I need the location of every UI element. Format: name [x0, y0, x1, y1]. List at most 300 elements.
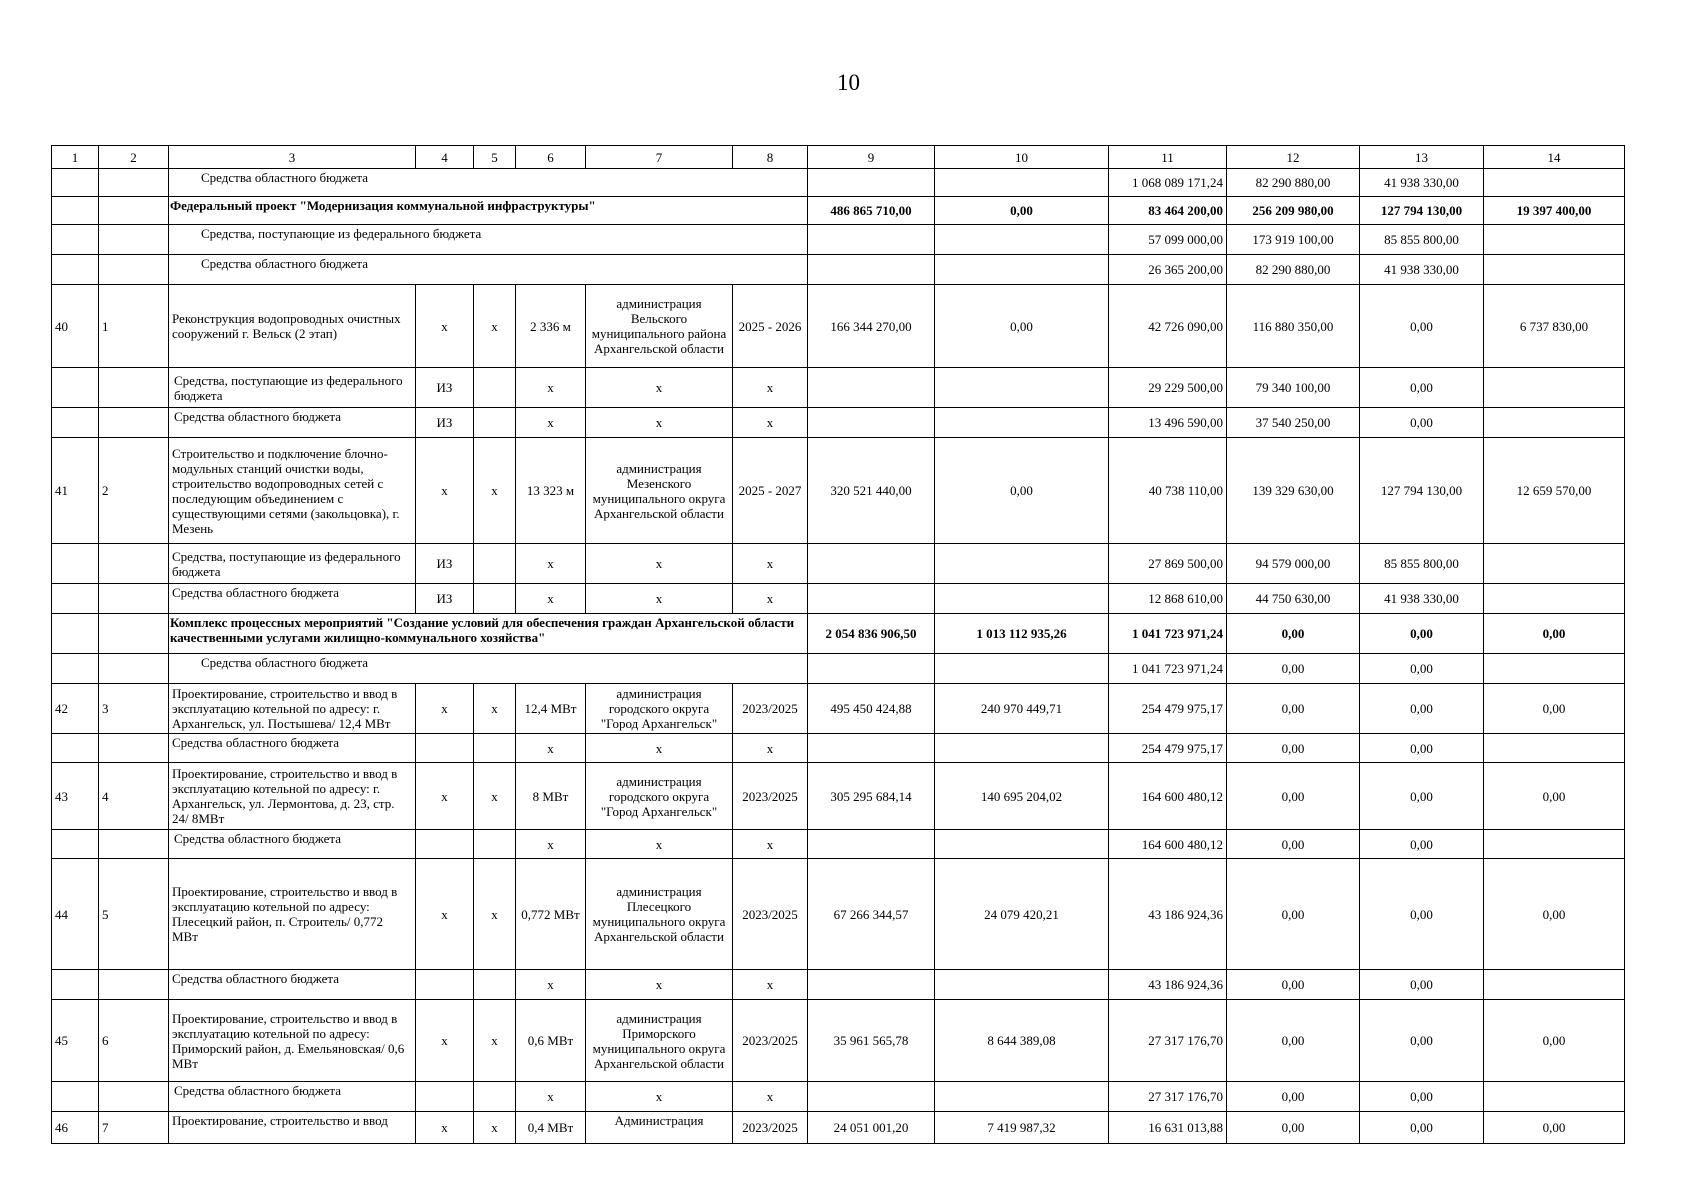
cell — [99, 225, 169, 255]
amount-col13: 85 855 800,00 — [1360, 544, 1484, 584]
amount-col13: 41 938 330,00 — [1360, 255, 1484, 285]
amount-col13: 0,00 — [1360, 614, 1484, 654]
cell: х — [733, 830, 808, 859]
amount-col12: 0,00 — [1227, 830, 1360, 859]
cell — [1484, 734, 1625, 763]
amount-col13: 0,00 — [1360, 654, 1484, 684]
responsible: администрация городского округа "Город Архангельск" — [586, 763, 733, 830]
amount-col12: 0,00 — [1227, 970, 1360, 1000]
cell — [52, 654, 99, 684]
header-cell: 14 — [1484, 146, 1625, 169]
cell: х — [474, 859, 516, 970]
funding-label: Средства областного бюджета — [169, 970, 416, 1000]
capacity: 2 336 м — [516, 285, 586, 368]
header-cell: 11 — [1109, 146, 1227, 169]
project-name: Проектирование, строительство и ввод в эксплуатацию котельной по адресу: Плесецкий район, п. Строитель/ 0,772 МВт — [169, 859, 416, 970]
header-cell: 5 — [474, 146, 516, 169]
amount-col12: 0,00 — [1227, 734, 1360, 763]
amount-col11: 43 186 924,36 — [1109, 970, 1227, 1000]
funding-label: Средства областного бюджета — [169, 734, 416, 763]
funding-row — [52, 654, 1625, 684]
amount-col13: 0,00 — [1360, 1082, 1484, 1112]
cell: х — [416, 438, 474, 544]
cell — [52, 1082, 99, 1112]
header-cell: 2 — [99, 146, 169, 169]
funding-row — [52, 544, 1625, 584]
cell: х — [516, 830, 586, 859]
cell — [935, 225, 1109, 255]
cell: х — [733, 1082, 808, 1112]
table-row — [52, 1112, 1625, 1144]
amount-col12: 44 750 630,00 — [1227, 584, 1360, 614]
cell — [1484, 408, 1625, 438]
cell — [52, 368, 99, 408]
funding-row — [52, 970, 1625, 1000]
amount-col12: 0,00 — [1227, 859, 1360, 970]
table-row — [52, 438, 1625, 544]
header-cell: 1 — [52, 146, 99, 169]
amount-col13: 127 794 130,00 — [1360, 438, 1484, 544]
amount-col11: 1 041 723 971,24 — [1109, 614, 1227, 654]
cell — [1484, 584, 1625, 614]
amount-col13: 0,00 — [1360, 368, 1484, 408]
amount-col11: 27 317 176,70 — [1109, 1000, 1227, 1082]
cell: х — [733, 368, 808, 408]
cell: ИЗ — [416, 408, 474, 438]
cell: х — [474, 1112, 516, 1144]
sub-number: 1 — [99, 285, 169, 368]
amount-col13: 127 794 130,00 — [1360, 197, 1484, 225]
capacity: 8 МВт — [516, 763, 586, 830]
cell — [52, 830, 99, 859]
capacity: 13 323 м — [516, 438, 586, 544]
amount-col13: 41 938 330,00 — [1360, 584, 1484, 614]
cell: х — [516, 1082, 586, 1112]
cell — [935, 584, 1109, 614]
cell — [1484, 544, 1625, 584]
responsible: администрация городского округа "Город Архангельск" — [586, 684, 733, 734]
amount-col12: 82 290 880,00 — [1227, 255, 1360, 285]
cell: х — [516, 970, 586, 1000]
cell — [416, 830, 474, 859]
cell — [1484, 830, 1625, 859]
cell: х — [733, 584, 808, 614]
federal-project-row — [52, 197, 1625, 225]
cell — [99, 169, 169, 197]
cell: х — [586, 544, 733, 584]
amount-col13: 0,00 — [1360, 285, 1484, 368]
funding-row — [52, 169, 1625, 197]
cell — [99, 197, 169, 225]
period: 2023/2025 — [733, 1112, 808, 1144]
cell — [808, 734, 935, 763]
row-number: 45 — [52, 1000, 99, 1082]
cell: х — [586, 830, 733, 859]
cell — [808, 1082, 935, 1112]
cell — [474, 408, 516, 438]
amount-col12: 37 540 250,00 — [1227, 408, 1360, 438]
funding-row — [52, 734, 1625, 763]
capacity: 12,4 МВт — [516, 684, 586, 734]
cell — [935, 830, 1109, 859]
amount-col12: 0,00 — [1227, 614, 1360, 654]
cell — [99, 830, 169, 859]
project-name: Проектирование, строительство и ввод в эксплуатацию котельной по адресу: г. Архангельск, ул. Лермонтова, д. 23, стр. 24/ 8МВт — [169, 763, 416, 830]
amount-col11: 57 099 000,00 — [1109, 225, 1227, 255]
amount-col13: 0,00 — [1360, 970, 1484, 1000]
amount-col13: 0,00 — [1360, 734, 1484, 763]
cell — [99, 654, 169, 684]
capacity: 0,772 МВт — [516, 859, 586, 970]
cell — [1484, 255, 1625, 285]
row-number: 41 — [52, 438, 99, 544]
cell — [935, 734, 1109, 763]
cell — [808, 830, 935, 859]
responsible: администрация Приморского муниципального округа Архангельской области — [586, 1000, 733, 1082]
cell: х — [474, 763, 516, 830]
responsible: Администрация — [586, 1112, 733, 1144]
cell — [1484, 169, 1625, 197]
cell — [52, 169, 99, 197]
cell — [52, 970, 99, 1000]
period: 2023/2025 — [733, 763, 808, 830]
amount-col13: 0,00 — [1360, 1000, 1484, 1082]
cell — [935, 544, 1109, 584]
amount-col14: 0,00 — [1484, 1112, 1625, 1144]
cell: х — [586, 408, 733, 438]
funding-label: Средства, поступающие из федерального бюджета — [169, 225, 808, 255]
amount-col11: 27 317 176,70 — [1109, 1082, 1227, 1112]
cell — [935, 654, 1109, 684]
capacity: 0,6 МВт — [516, 1000, 586, 1082]
amount-col12: 82 290 880,00 — [1227, 169, 1360, 197]
cell: х — [416, 1112, 474, 1144]
cell: х — [733, 970, 808, 1000]
amount-col13: 41 938 330,00 — [1360, 169, 1484, 197]
cell — [99, 970, 169, 1000]
header-cell: 7 — [586, 146, 733, 169]
cell — [1484, 654, 1625, 684]
table-row — [52, 763, 1625, 830]
amount-col11: 42 726 090,00 — [1109, 285, 1227, 368]
responsible: администрация Плесецкого муниципального округа Архангельской области — [586, 859, 733, 970]
amount-col10: 0,00 — [935, 285, 1109, 368]
amount-col13: 0,00 — [1360, 408, 1484, 438]
amount-col12: 0,00 — [1227, 763, 1360, 830]
project-name: Реконструкция водопроводных очистных сооружений г. Вельск (2 этап) — [169, 285, 416, 368]
row-number: 42 — [52, 684, 99, 734]
budget-table — [51, 145, 1625, 1144]
cell — [935, 408, 1109, 438]
amount-col12: 0,00 — [1227, 654, 1360, 684]
cell — [808, 169, 935, 197]
amount-col12: 173 919 100,00 — [1227, 225, 1360, 255]
cell: ИЗ — [416, 584, 474, 614]
cell — [416, 734, 474, 763]
cell: ИЗ — [416, 368, 474, 408]
cell: х — [733, 734, 808, 763]
cell — [808, 970, 935, 1000]
amount-col9: 320 521 440,00 — [808, 438, 935, 544]
project-name: Проектирование, строительство и ввод — [169, 1112, 416, 1144]
amount-col14: 12 659 570,00 — [1484, 438, 1625, 544]
cell — [808, 368, 935, 408]
amount-col11: 83 464 200,00 — [1109, 197, 1227, 225]
amount-col12: 116 880 350,00 — [1227, 285, 1360, 368]
project-name: Проектирование, строительство и ввод в эксплуатацию котельной по адресу: Приморский район, д. Емельяновская/ 0,6 МВт — [169, 1000, 416, 1082]
cell: х — [586, 970, 733, 1000]
cell: х — [733, 544, 808, 584]
funding-label: Средства областного бюджета — [169, 255, 808, 285]
cell — [935, 368, 1109, 408]
amount-col9: 24 051 001,20 — [808, 1112, 935, 1144]
amount-col12: 256 209 980,00 — [1227, 197, 1360, 225]
funding-label: Средства областного бюджета — [169, 830, 416, 859]
header-cell: 8 — [733, 146, 808, 169]
cell — [416, 970, 474, 1000]
amount-col9: 67 266 344,57 — [808, 859, 935, 970]
cell: ИЗ — [416, 544, 474, 584]
amount-col10: 1 013 112 935,26 — [935, 614, 1109, 654]
cell — [474, 734, 516, 763]
cell — [52, 584, 99, 614]
cell: х — [474, 684, 516, 734]
cell: х — [733, 408, 808, 438]
cell — [808, 255, 935, 285]
funding-label: Средства, поступающие из федерального бюджета — [169, 544, 416, 584]
cell — [1484, 1082, 1625, 1112]
period: 2025 - 2026 — [733, 285, 808, 368]
cell: х — [516, 734, 586, 763]
cell — [935, 169, 1109, 197]
cell — [474, 830, 516, 859]
funding-label: Средства областного бюджета — [169, 169, 808, 197]
funding-row — [52, 1082, 1625, 1112]
header-row — [52, 146, 1625, 169]
amount-col10: 140 695 204,02 — [935, 763, 1109, 830]
amount-col11: 254 479 975,17 — [1109, 734, 1227, 763]
amount-col11: 29 229 500,00 — [1109, 368, 1227, 408]
funding-row — [52, 255, 1625, 285]
cell — [52, 544, 99, 584]
cell — [474, 544, 516, 584]
amount-col11: 43 186 924,36 — [1109, 859, 1227, 970]
cell — [52, 255, 99, 285]
responsible: администрация Мезенского муниципального округа Архангельской области — [586, 438, 733, 544]
cell: х — [416, 684, 474, 734]
process-complex-title: Комплекс процессных мероприятий "Создание условий для обеспечения граждан Архангельской области качественными услугами жилищно-коммунального хозяйства" — [169, 614, 808, 654]
amount-col11: 164 600 480,12 — [1109, 763, 1227, 830]
amount-col12: 79 340 100,00 — [1227, 368, 1360, 408]
cell: х — [586, 584, 733, 614]
amount-col13: 0,00 — [1360, 859, 1484, 970]
cell: х — [474, 438, 516, 544]
table-row — [52, 285, 1625, 368]
amount-col12: 0,00 — [1227, 1000, 1360, 1082]
amount-col9: 166 344 270,00 — [808, 285, 935, 368]
cell — [52, 614, 99, 654]
cell — [52, 734, 99, 763]
header-cell: 13 — [1360, 146, 1484, 169]
amount-col11: 26 365 200,00 — [1109, 255, 1227, 285]
cell — [474, 368, 516, 408]
amount-col13: 0,00 — [1360, 763, 1484, 830]
amount-col12: 0,00 — [1227, 1112, 1360, 1144]
amount-col13: 85 855 800,00 — [1360, 225, 1484, 255]
funding-row — [52, 584, 1625, 614]
funding-row — [52, 830, 1625, 859]
cell — [52, 225, 99, 255]
sub-number: 7 — [99, 1112, 169, 1144]
cell — [52, 197, 99, 225]
cell — [808, 544, 935, 584]
sub-number: 2 — [99, 438, 169, 544]
amount-col9: 305 295 684,14 — [808, 763, 935, 830]
period: 2025 - 2027 — [733, 438, 808, 544]
amount-col9: 35 961 565,78 — [808, 1000, 935, 1082]
cell — [808, 654, 935, 684]
amount-col12: 0,00 — [1227, 684, 1360, 734]
header-cell: 9 — [808, 146, 935, 169]
amount-col10: 0,00 — [935, 197, 1109, 225]
cell — [99, 584, 169, 614]
cell: х — [416, 763, 474, 830]
amount-col10: 0,00 — [935, 438, 1109, 544]
cell — [99, 255, 169, 285]
header-cell: 3 — [169, 146, 416, 169]
cell — [1484, 225, 1625, 255]
period: 2023/2025 — [733, 859, 808, 970]
page-number: 10 — [837, 70, 860, 95]
funding-row — [52, 408, 1625, 438]
cell: х — [474, 285, 516, 368]
amount-col11: 40 738 110,00 — [1109, 438, 1227, 544]
amount-col14: 0,00 — [1484, 763, 1625, 830]
amount-col11: 12 868 610,00 — [1109, 584, 1227, 614]
header-cell: 10 — [935, 146, 1109, 169]
cell: х — [586, 368, 733, 408]
funding-label: Средства областного бюджета — [169, 654, 808, 684]
amount-col13: 0,00 — [1360, 684, 1484, 734]
cell — [808, 584, 935, 614]
sub-number: 3 — [99, 684, 169, 734]
amount-col12: 94 579 000,00 — [1227, 544, 1360, 584]
amount-col10: 7 419 987,32 — [935, 1112, 1109, 1144]
funding-label: Средства областного бюджета — [169, 408, 416, 438]
amount-col12: 139 329 630,00 — [1227, 438, 1360, 544]
cell: х — [586, 1082, 733, 1112]
cell — [99, 614, 169, 654]
funding-row — [52, 368, 1625, 408]
amount-col9: 2 054 836 906,50 — [808, 614, 935, 654]
amount-col10: 8 644 389,08 — [935, 1000, 1109, 1082]
cell: х — [516, 584, 586, 614]
amount-col13: 0,00 — [1360, 1112, 1484, 1144]
row-number: 40 — [52, 285, 99, 368]
header-cell: 4 — [416, 146, 474, 169]
table-row — [52, 859, 1625, 970]
row-number: 44 — [52, 859, 99, 970]
amount-col14: 0,00 — [1484, 614, 1625, 654]
funding-label: Средства, поступающие из федерального бюджета — [169, 368, 416, 408]
amount-col14: 0,00 — [1484, 859, 1625, 970]
amount-col11: 164 600 480,12 — [1109, 830, 1227, 859]
period: 2023/2025 — [733, 684, 808, 734]
sub-number: 4 — [99, 763, 169, 830]
amount-col11: 1 041 723 971,24 — [1109, 654, 1227, 684]
cell: х — [516, 408, 586, 438]
amount-col14: 0,00 — [1484, 1000, 1625, 1082]
amount-col11: 1 068 089 171,24 — [1109, 169, 1227, 197]
cell — [474, 970, 516, 1000]
cell: х — [586, 734, 733, 763]
amount-col10: 240 970 449,71 — [935, 684, 1109, 734]
project-name: Проектирование, строительство и ввод в эксплуатацию котельной по адресу: г. Архангельск, ул. Постышева/ 12,4 МВт — [169, 684, 416, 734]
cell — [808, 408, 935, 438]
cell — [1484, 970, 1625, 1000]
cell — [474, 584, 516, 614]
period: 2023/2025 — [733, 1000, 808, 1082]
cell — [99, 544, 169, 584]
cell — [99, 1082, 169, 1112]
cell — [416, 1082, 474, 1112]
cell: х — [416, 285, 474, 368]
amount-col14: 19 397 400,00 — [1484, 197, 1625, 225]
cell — [1484, 368, 1625, 408]
funding-label: Средства областного бюджета — [169, 584, 416, 614]
project-name: Строительство и подключение блочно-модульных станций очистки воды, строительство водопроводных сетей с последующим объединением с существующими сетями (закольцовка), г. Мезень — [169, 438, 416, 544]
amount-col12: 0,00 — [1227, 1082, 1360, 1112]
amount-col10: 24 079 420,21 — [935, 859, 1109, 970]
row-number: 46 — [52, 1112, 99, 1144]
table-row — [52, 684, 1625, 734]
amount-col11: 254 479 975,17 — [1109, 684, 1227, 734]
row-number: 43 — [52, 763, 99, 830]
cell — [52, 408, 99, 438]
amount-col14: 6 737 830,00 — [1484, 285, 1625, 368]
amount-col11: 13 496 590,00 — [1109, 408, 1227, 438]
amount-col9: 495 450 424,88 — [808, 684, 935, 734]
funding-label: Средства областного бюджета — [169, 1082, 416, 1112]
cell: х — [516, 368, 586, 408]
responsible: администрация Вельского муниципального района Архангельской области — [586, 285, 733, 368]
table-row — [52, 1000, 1625, 1082]
capacity: 0,4 МВт — [516, 1112, 586, 1144]
amount-col14: 0,00 — [1484, 684, 1625, 734]
cell: х — [416, 1000, 474, 1082]
cell — [99, 734, 169, 763]
sub-number: 6 — [99, 1000, 169, 1082]
cell — [474, 1082, 516, 1112]
cell — [99, 368, 169, 408]
process-complex-row — [52, 614, 1625, 654]
federal-project-title: Федеральный проект "Модернизация коммунальной инфраструктуры" — [169, 197, 808, 225]
cell — [935, 970, 1109, 1000]
cell — [935, 255, 1109, 285]
sub-number: 5 — [99, 859, 169, 970]
amount-col13: 0,00 — [1360, 830, 1484, 859]
cell: х — [416, 859, 474, 970]
amount-col11: 16 631 013,88 — [1109, 1112, 1227, 1144]
cell: х — [516, 544, 586, 584]
cell: х — [474, 1000, 516, 1082]
header-cell: 6 — [516, 146, 586, 169]
funding-row — [52, 225, 1625, 255]
amount-col9: 486 865 710,00 — [808, 197, 935, 225]
amount-col11: 27 869 500,00 — [1109, 544, 1227, 584]
cell — [808, 225, 935, 255]
cell — [935, 1082, 1109, 1112]
